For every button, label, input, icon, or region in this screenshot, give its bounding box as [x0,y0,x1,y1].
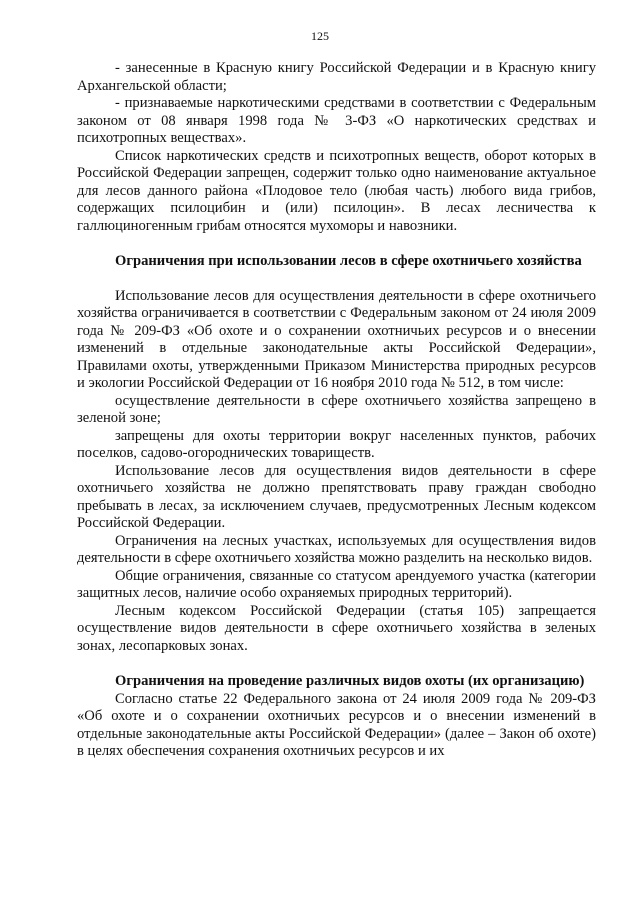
paragraph: - занесенные в Красную книгу Российской Федерации и в Красную книгу Архангельской области; [77,60,596,94]
section-heading: Ограничения при использовании лесов в сфере охотничьего хозяйства [115,253,582,269]
section-heading: Ограничения на проведение различных видов охоты (их организацию) [115,673,585,689]
paragraph: запрещены для охоты территории вокруг населенных пунктов, рабочих поселков, садово-огороднических товариществ. [77,427,596,461]
paragraph: Ограничения на лесных участках, используемых для осуществления видов деятельности в сфере охотничьего хозяйства можно разделить на несколько видов. [77,532,596,566]
paragraph: Общие ограничения, связанные со статусом арендуемого участка (категории защитных лесов, наличие особо охраняемых природных территорий). [77,567,596,601]
page-number: 125 [311,29,329,43]
paragraph: Использование лесов для осуществления деятельности в сфере охотничьего хозяйства ограничивается в соответствии с Федеральным законом от 24 июля 2009 года № 209-ФЗ «Об охоте и о сохранении охотничьих ресурсов и о внесении изменений в отдельные законодательные акты Российской Федерации», Правилами охоты, утвержденными Приказом Министерства природных ресурсов и экологии Российской Федерации от 16 ноября 2010 года № 512, в том числе: [77,287,596,391]
paragraph: Лесным кодексом Российской Федерации (статья 105) запрещается осуществление видов деятельности в сфере охотничьего хозяйства в зеленых зонах, лесопарковых зонах. [77,602,596,654]
paragraph: - признаваемые наркотическими средствами в соответствии с Федеральным законом от 08 января 1998 года № 3-ФЗ «О наркотических средствах и психотропных веществах». [77,95,596,146]
paragraph: Согласно статье 22 Федерального закона от 24 июля 2009 года № 209-ФЗ «Об охоте и о сохранении охотничьих ресурсов и о внесении изменений в отдельные законодательные акты Российской Федерации» (далее – Закон об охоте) в целях обеспечения сохранения охотничьих ресурсов и их [77,690,596,759]
paragraph: Использование лесов для осуществления видов деятельности в сфере охотничьего хозяйства не должно препятствовать праву граждан свободно пребывать в лесах, за исключением случаев, предусмотренных Лесным кодексом Российской Федерации. [77,462,596,531]
paragraph: Список наркотических средств и психотропных веществ, оборот которых в Российской Федерации запрещен, содержит только одно наименование актуальное для лесов данного района «Плодовое тело (любая часть) любого вида грибов, содержащих псилоцибин и (или) псилоцин». В лесах лесничества к галлюциногенным грибам относятся мухоморы и навозники. [77,147,596,234]
paragraph: осуществление деятельности в сфере охотничьего хозяйства запрещено в зеленой зоне; [77,392,596,426]
document-body [77,60,596,761]
